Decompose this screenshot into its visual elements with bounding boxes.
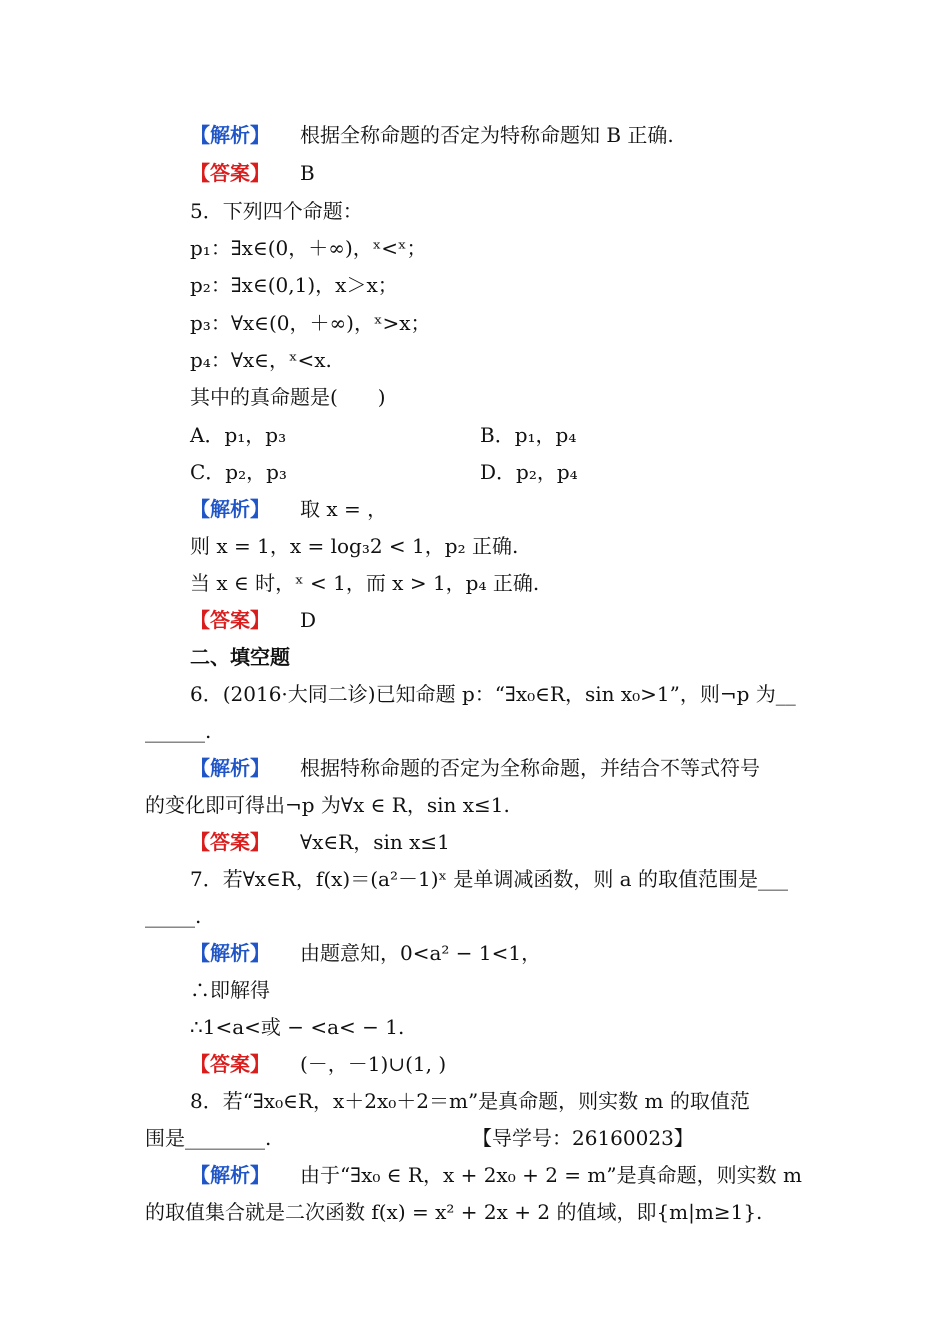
analysis-line: 的取值集合就是二次函数 f(x) = x² + 2x + 2 的值域，即{m|m≥1}.	[145, 1200, 763, 1224]
analysis-line: ∴1<a<或 − <a< − 1.	[190, 1015, 405, 1039]
answer-text: B	[300, 161, 315, 185]
question-7-blank: _____.	[145, 904, 202, 928]
proposition-p2: p₂：∃x∈(0,1)，x＞x；	[190, 273, 398, 297]
option-a: A．p₁，p₃	[190, 423, 287, 447]
analysis-line: 当 x ∈ 时，ˣ < 1，而 x > 1，p₄ 正确.	[190, 571, 540, 595]
question-7-stem: 7．若∀x∈R，f(x)＝(a²－1)ˣ 是单调减函数，则 a 的取值范围是___	[190, 867, 788, 891]
answer-row-4	[190, 160, 315, 186]
answer-label: 【答案】	[190, 830, 270, 854]
section-heading: 二、填空题	[190, 645, 290, 669]
analysis-label: 【解析】	[190, 1163, 270, 1187]
question-5-stem: 5．下列四个命题：	[190, 199, 363, 223]
analysis-label: 【解析】	[190, 123, 270, 147]
analysis-row-8	[190, 1162, 802, 1188]
analysis-row-6	[190, 755, 760, 781]
proposition-p3: p₃：∀x∈(0，＋∞)，ˣ>x；	[190, 311, 431, 335]
analysis-text: 取 x = ，	[300, 497, 388, 521]
answer-row-6	[190, 829, 450, 855]
question-6-blank: ______.	[145, 719, 212, 743]
question-5-prompt: 其中的真命题是( )	[190, 385, 386, 409]
proposition-p4: p₄：∀x∈，ˣ<x.	[190, 348, 332, 372]
question-8-blank: 围是________.	[145, 1126, 272, 1150]
analysis-row-4	[190, 122, 674, 148]
analysis-row-5	[190, 496, 387, 522]
answer-text: ∀x∈R，sin x≤1	[300, 830, 450, 854]
analysis-line: 则 x = 1，x = log₃2 < 1，p₂ 正确.	[190, 534, 519, 558]
question-8-stem: 8．若“∃x₀∈R，x＋2x₀＋2＝m”是真命题，则实数 m 的取值范	[190, 1089, 750, 1113]
analysis-label: 【解析】	[190, 497, 270, 521]
answer-label: 【答案】	[190, 161, 270, 185]
analysis-text: 由于“∃x₀ ∈ R，x + 2x₀ + 2 = m”是真命题，则实数 m	[300, 1163, 802, 1187]
analysis-text: 根据特称命题的否定为全称命题，并结合不等式符号	[300, 756, 760, 780]
answer-row-5	[190, 607, 316, 633]
answer-text: (－，－1)∪(1, )	[300, 1052, 447, 1076]
answer-text: D	[300, 608, 317, 632]
answer-row-7	[190, 1051, 446, 1077]
proposition-p1: p₁：∃x∈(0，＋∞)，ˣ<ˣ；	[190, 236, 427, 260]
question-6-stem: 6．(2016·大同二诊)已知命题 p：“∃x₀∈R，sin x₀>1”，则¬p 为__	[190, 682, 796, 706]
analysis-row-7	[190, 940, 541, 966]
analysis-text: 根据全称命题的否定为特称命题知 B 正确.	[300, 123, 674, 147]
option-c: C．p₂，p₃	[190, 460, 287, 484]
analysis-label: 【解析】	[190, 756, 270, 780]
analysis-label: 【解析】	[190, 941, 270, 965]
guide-number: 【导学号：26160023】	[472, 1126, 694, 1150]
option-b: B．p₁，p₄	[480, 423, 577, 447]
answer-label: 【答案】	[190, 1052, 270, 1076]
analysis-line: ∴即解得	[190, 978, 270, 1002]
analysis-text: 由题意知，0<a² − 1<1，	[300, 941, 542, 965]
option-d: D．p₂，p₄	[480, 460, 578, 484]
answer-label: 【答案】	[190, 608, 270, 632]
analysis-line: 的变化即可得出¬p 为∀x ∈ R，sin x≤1.	[145, 793, 510, 817]
